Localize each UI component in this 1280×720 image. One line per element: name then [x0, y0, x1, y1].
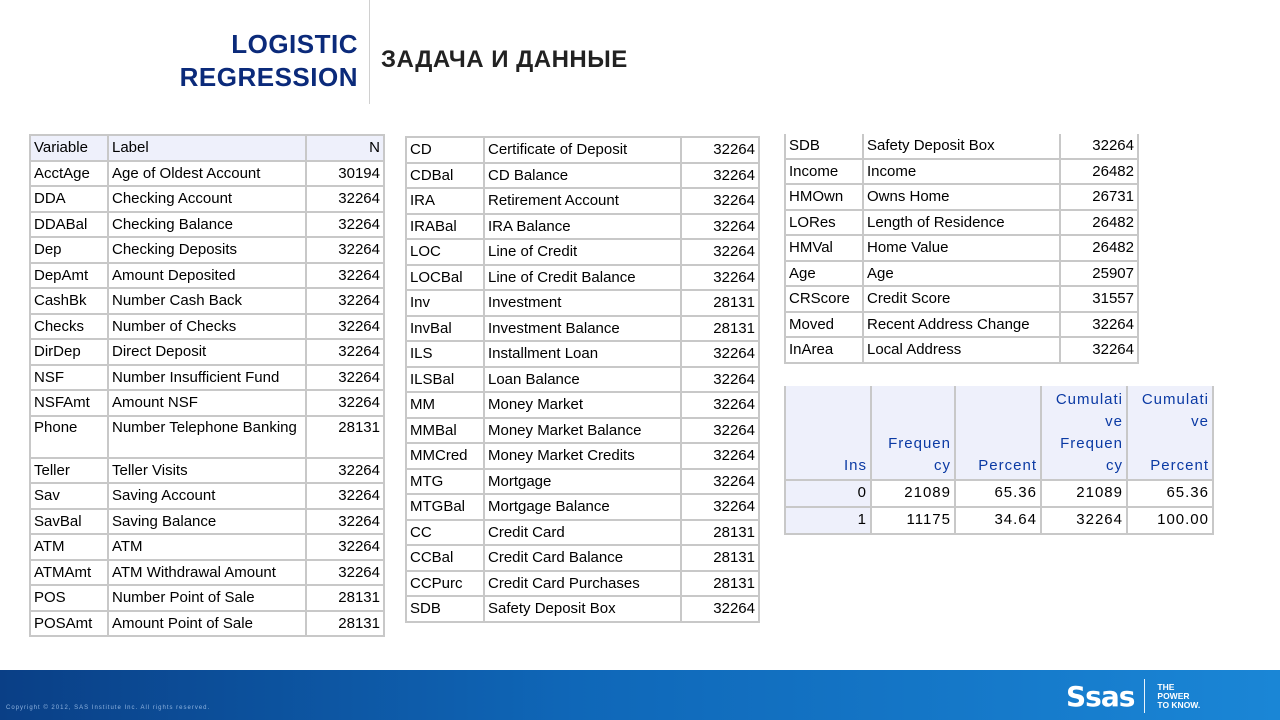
cell-label: Saving Account [109, 484, 307, 510]
cell-label: Amount Point of Sale [109, 612, 307, 638]
cell-label: Checking Balance [109, 213, 307, 239]
cell-variable: DirDep [31, 340, 109, 366]
cell-variable: NSFAmt [31, 391, 109, 417]
variables-table-1 [29, 134, 385, 637]
cell-variable: DDA [31, 187, 109, 213]
cell-label: Income [864, 160, 1061, 186]
cell-n: 32264 [1061, 313, 1139, 339]
cell-label: ATM [109, 535, 307, 561]
cell-variable: SavBal [31, 510, 109, 536]
table-row [31, 510, 385, 536]
table-row [31, 264, 385, 290]
table-row [407, 240, 760, 266]
table-row [407, 138, 760, 164]
table-row [786, 160, 1139, 186]
table-row [786, 236, 1139, 262]
table-row [786, 134, 1139, 160]
cell-label: Mortgage [485, 470, 682, 496]
cell-variable: MTG [407, 470, 485, 496]
cell-variable: InArea [786, 338, 864, 364]
cell-variable: Checks [31, 315, 109, 341]
cell-percent: 34.64 [956, 508, 1042, 535]
cell-n: 32264 [682, 164, 760, 190]
cell-label: Money Market Credits [485, 444, 682, 470]
cell-label: Checking Account [109, 187, 307, 213]
table-row [31, 238, 385, 264]
cell-label: Money Market Balance [485, 419, 682, 445]
table-row [31, 535, 385, 561]
cell-n: 26482 [1061, 160, 1139, 186]
table-row [407, 521, 760, 547]
cell-label: Investment [485, 291, 682, 317]
table-row [31, 391, 385, 417]
cell-label: Home Value [864, 236, 1061, 262]
cell-n: 26482 [1061, 236, 1139, 262]
cell-variable: NSF [31, 366, 109, 392]
table-row [407, 317, 760, 343]
cell-n: 32264 [1061, 134, 1139, 160]
cell-label: Line of Credit Balance [485, 266, 682, 292]
cell-cumulative-percent: 100.00 [1128, 508, 1214, 535]
cell-variable: LOC [407, 240, 485, 266]
cell-cumulative-frequency: 21089 [1042, 481, 1128, 508]
cell-cumulative-percent: 65.36 [1128, 481, 1214, 508]
cell-variable: CashBk [31, 289, 109, 315]
cell-label: Length of Residence [864, 211, 1061, 237]
cell-n: 32264 [307, 187, 385, 213]
cell-n: 31557 [1061, 287, 1139, 313]
cell-label: Loan Balance [485, 368, 682, 394]
table-row [407, 164, 760, 190]
table-row [31, 366, 385, 392]
table-row [407, 215, 760, 241]
cell-n: 32264 [682, 240, 760, 266]
cell-label: Money Market [485, 393, 682, 419]
frequency-table [784, 386, 1214, 535]
cell-n: 32264 [307, 340, 385, 366]
cell-variable: ATM [31, 535, 109, 561]
cell-n: 32264 [307, 289, 385, 315]
table-row [786, 313, 1139, 339]
table-row [31, 162, 385, 188]
cell-variable: Inv [407, 291, 485, 317]
cell-label: Credit Card Balance [485, 546, 682, 572]
cell-n: 26482 [1061, 211, 1139, 237]
left-title-line2: REGRESSION [179, 62, 358, 92]
table-row [407, 419, 760, 445]
freq-header-cumulative-percent: Cumulati ve Percent [1128, 386, 1214, 481]
table-row [31, 459, 385, 485]
cell-n: 32264 [682, 597, 760, 623]
cell-n: 28131 [682, 291, 760, 317]
cell-variable: Phone [31, 417, 109, 459]
cell-variable: InvBal [407, 317, 485, 343]
cell-n: 28131 [682, 546, 760, 572]
cell-n: 28131 [307, 586, 385, 612]
cell-variable: CC [407, 521, 485, 547]
cell-n: 28131 [682, 317, 760, 343]
cell-n: 32264 [307, 484, 385, 510]
table-row [786, 262, 1139, 288]
table-row [31, 484, 385, 510]
table-row [407, 572, 760, 598]
cell-label: Credit Score [864, 287, 1061, 313]
cell-variable: CD [407, 138, 485, 164]
cell-n: 32264 [682, 444, 760, 470]
cell-variable: Dep [31, 238, 109, 264]
cell-frequency: 11175 [872, 508, 956, 535]
cell-label: Retirement Account [485, 189, 682, 215]
cell-n: 32264 [682, 189, 760, 215]
table-row [31, 187, 385, 213]
table-row [31, 213, 385, 239]
table-row [31, 289, 385, 315]
table-row [407, 291, 760, 317]
cell-variable: SDB [407, 597, 485, 623]
cell-label: Line of Credit [485, 240, 682, 266]
cell-n: 32264 [307, 391, 385, 417]
cell-variable: MM [407, 393, 485, 419]
cell-label: Local Address [864, 338, 1061, 364]
slide-subtitle: ЗАДАЧА И ДАННЫЕ [381, 46, 628, 73]
copyright-text: Copyright © 2012, SAS Institute Inc. All rights reserved. [6, 705, 211, 711]
cell-label: IRA Balance [485, 215, 682, 241]
cell-variable: IRA [407, 189, 485, 215]
cell-n: 32264 [682, 138, 760, 164]
cell-percent: 65.36 [956, 481, 1042, 508]
cell-ins: 0 [786, 481, 872, 508]
cell-variable: CRScore [786, 287, 864, 313]
cell-label: Number Point of Sale [109, 586, 307, 612]
cell-label: Number of Checks [109, 315, 307, 341]
table-row [786, 338, 1139, 364]
table-row [407, 495, 760, 521]
table-row [407, 266, 760, 292]
cell-variable: MTGBal [407, 495, 485, 521]
cell-variable: LOCBal [407, 266, 485, 292]
cell-label: Recent Address Change [864, 313, 1061, 339]
cell-n: 28131 [682, 572, 760, 598]
cell-variable: ATMAmt [31, 561, 109, 587]
cell-label: Safety Deposit Box [864, 134, 1061, 160]
frequency-row [786, 481, 1214, 508]
table-row [407, 368, 760, 394]
cell-label: Owns Home [864, 185, 1061, 211]
cell-n: 25907 [1061, 262, 1139, 288]
cell-n: 32264 [682, 470, 760, 496]
cell-label: Installment Loan [485, 342, 682, 368]
header-n: N [307, 136, 385, 162]
cell-variable: CDBal [407, 164, 485, 190]
logo-divider [1144, 679, 1145, 713]
table-row [786, 287, 1139, 313]
cell-label: Amount Deposited [109, 264, 307, 290]
table-row [407, 597, 760, 623]
table-row [407, 393, 760, 419]
table-row [407, 444, 760, 470]
cell-variable: IRABal [407, 215, 485, 241]
freq-header-cumulative-frequency: Cumulati ve Frequen cy [1042, 386, 1128, 481]
cell-variable: CCBal [407, 546, 485, 572]
cell-variable: SDB [786, 134, 864, 160]
table-row [31, 586, 385, 612]
cell-label: Amount NSF [109, 391, 307, 417]
frequency-header-row [786, 386, 1214, 481]
cell-variable: HMVal [786, 236, 864, 262]
cell-n: 32264 [307, 238, 385, 264]
freq-header-percent: Percent [956, 386, 1042, 481]
cell-variable: Sav [31, 484, 109, 510]
cell-n: 32264 [307, 510, 385, 536]
table-row [31, 612, 385, 638]
cell-variable: HMOwn [786, 185, 864, 211]
table-row [31, 417, 385, 459]
cell-variable: MMCred [407, 444, 485, 470]
freq-header-ins: Ins [786, 386, 872, 481]
cell-label: Number Cash Back [109, 289, 307, 315]
title-divider [369, 0, 370, 104]
frequency-row [786, 508, 1214, 535]
cell-label: Number Telephone Banking [109, 417, 307, 459]
cell-label: ATM Withdrawal Amount [109, 561, 307, 587]
cell-label: Teller Visits [109, 459, 307, 485]
cell-variable: MMBal [407, 419, 485, 445]
cell-n: 32264 [307, 264, 385, 290]
cell-variable: Age [786, 262, 864, 288]
cell-label: Certificate of Deposit [485, 138, 682, 164]
cell-label: Direct Deposit [109, 340, 307, 366]
sas-tagline: THE POWER TO KNOW. [1157, 681, 1201, 710]
sas-logo [1066, 677, 1200, 715]
cell-ins: 1 [786, 508, 872, 535]
table-row [407, 546, 760, 572]
sas-wordmark: Ssas [1066, 679, 1135, 713]
cell-variable: DDABal [31, 213, 109, 239]
cell-label: Safety Deposit Box [485, 597, 682, 623]
cell-n: 32264 [307, 561, 385, 587]
table-row [31, 315, 385, 341]
cell-n: 32264 [682, 266, 760, 292]
cell-n: 32264 [1061, 338, 1139, 364]
cell-cumulative-frequency: 32264 [1042, 508, 1128, 535]
cell-label: CD Balance [485, 164, 682, 190]
cell-variable: POS [31, 586, 109, 612]
cell-variable: DepAmt [31, 264, 109, 290]
table-row [31, 561, 385, 587]
cell-variable: LORes [786, 211, 864, 237]
table-row [407, 189, 760, 215]
cell-variable: POSAmt [31, 612, 109, 638]
variables-table-3 [784, 134, 1139, 364]
cell-label: Credit Card Purchases [485, 572, 682, 598]
table-row [786, 211, 1139, 237]
cell-label: Checking Deposits [109, 238, 307, 264]
cell-n: 28131 [307, 612, 385, 638]
cell-n: 32264 [682, 342, 760, 368]
cell-label: Age of Oldest Account [109, 162, 307, 188]
cell-n: 30194 [307, 162, 385, 188]
cell-variable: AcctAge [31, 162, 109, 188]
cell-n: 32264 [307, 459, 385, 485]
cell-n: 28131 [307, 417, 385, 459]
table-header-row [31, 136, 385, 162]
cell-label: Number Insufficient Fund [109, 366, 307, 392]
cell-label: Credit Card [485, 521, 682, 547]
cell-label: Mortgage Balance [485, 495, 682, 521]
cell-n: 26731 [1061, 185, 1139, 211]
cell-variable: Moved [786, 313, 864, 339]
cell-n: 32264 [682, 368, 760, 394]
cell-variable: Income [786, 160, 864, 186]
cell-n: 32264 [682, 419, 760, 445]
freq-header-frequency: Frequen cy [872, 386, 956, 481]
cell-n: 32264 [682, 393, 760, 419]
cell-n: 32264 [682, 215, 760, 241]
cell-n: 32264 [307, 366, 385, 392]
cell-n: 32264 [307, 213, 385, 239]
cell-label: Age [864, 262, 1061, 288]
cell-n: 28131 [682, 521, 760, 547]
variables-table-2 [405, 136, 760, 623]
cell-n: 32264 [682, 495, 760, 521]
cell-n: 32264 [307, 315, 385, 341]
left-title [140, 28, 358, 94]
header-label: Label [109, 136, 307, 162]
cell-variable: ILS [407, 342, 485, 368]
table-row [31, 340, 385, 366]
table-row [407, 342, 760, 368]
cell-label: Investment Balance [485, 317, 682, 343]
header-variable: Variable [31, 136, 109, 162]
cell-variable: Teller [31, 459, 109, 485]
cell-frequency: 21089 [872, 481, 956, 508]
cell-variable: CCPurc [407, 572, 485, 598]
cell-label: Saving Balance [109, 510, 307, 536]
cell-variable: ILSBal [407, 368, 485, 394]
cell-n: 32264 [307, 535, 385, 561]
table-row [786, 185, 1139, 211]
table-row [407, 470, 760, 496]
left-title-line1: LOGISTIC [231, 29, 358, 59]
